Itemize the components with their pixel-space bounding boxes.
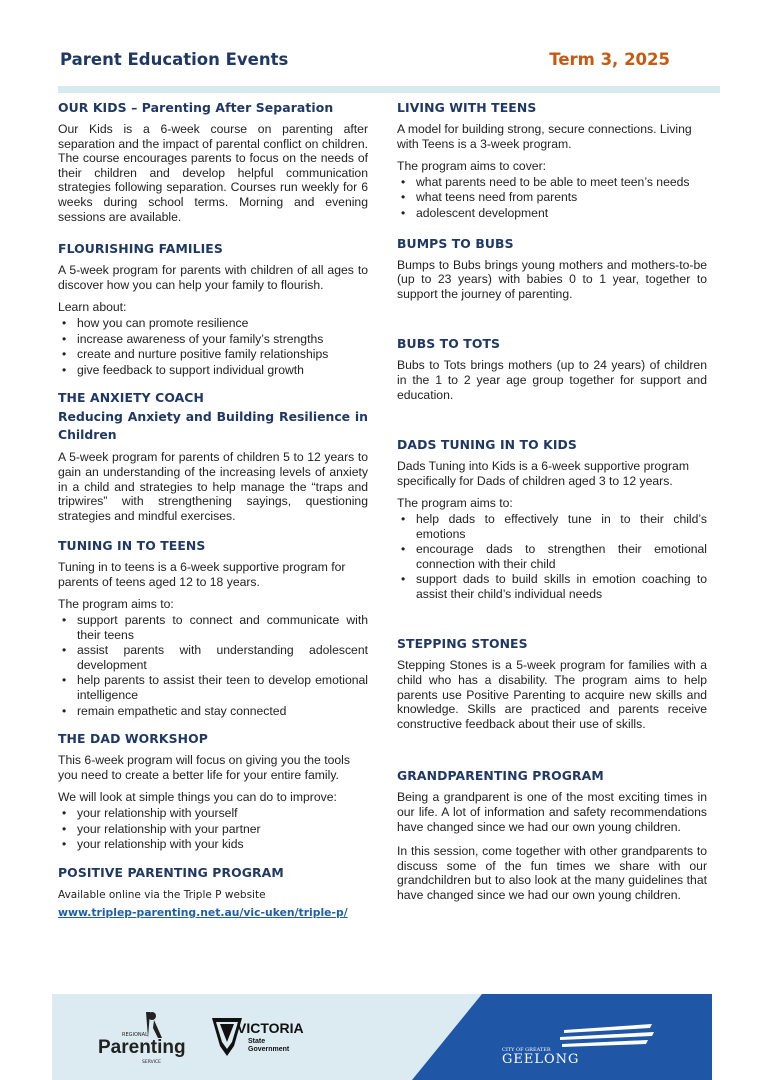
list-item: • your relationship with your kids [58, 837, 368, 852]
list-item: • your relationship with yourself [58, 806, 368, 821]
bullet-list [58, 316, 368, 377]
section-heading: THE ANXIETY COACH [58, 390, 204, 406]
vic-sub-2: Government [248, 1046, 290, 1053]
geelong-word: GEELONG [502, 1052, 580, 1067]
list-item: • adolescent development [397, 206, 707, 221]
section-heading: FLOURISHING FAMILIES [58, 241, 223, 257]
section-intro: The program aims to: [58, 597, 174, 612]
list-item: • assist parents with understanding adolescent development [58, 643, 368, 672]
section-bubs-to-tots [397, 335, 707, 402]
section-heading: POSITIVE PARENTING PROGRAM [58, 864, 284, 880]
vic-word: VICTORIA [237, 1020, 304, 1036]
list-item: • remain empathetic and stay connected [58, 704, 368, 719]
rp-small-text: REGIONAL [122, 1032, 148, 1038]
section-heading: THE DAD WORKSHOP [58, 731, 208, 747]
list-item: • how you can promote resilience [58, 316, 368, 331]
section-tuning-in-to-teens [58, 537, 368, 718]
geelong-logo [502, 1020, 672, 1066]
section-heading: OUR KIDS – Parenting After Separation [58, 100, 334, 115]
section-body: Being a grandparent is one of the most exciting times in our life. A lot of information and safety recommendations have changed since we had our own young children. [397, 790, 707, 834]
section-heading: GRANDPARENTING PROGRAM [397, 768, 604, 784]
section-body: Dads Tuning into Kids is a 6-week supportive program specifically for Dads of children aged 3 to 12 years. [397, 459, 689, 488]
list-item: • help parents to assist their teen to develop emotional intelligence [58, 673, 368, 702]
bullet-list [58, 613, 368, 718]
term-label: Term 3, 2025 [549, 50, 670, 69]
list-item: • what parents need to be able to meet teen’s needs [397, 175, 707, 190]
section-heading: DADS TUNING IN TO KIDS [397, 437, 577, 453]
section-heading: LIVING WITH TEENS [397, 100, 537, 115]
bullet-list [58, 806, 368, 852]
header-divider [58, 86, 720, 93]
section-heading: BUMPS TO BUBS [397, 235, 514, 251]
list-item: • help dads to effectively tune in to their child’s emotions [397, 512, 707, 541]
section-subheading: Reducing Anxiety and Building Resilience in Children [58, 409, 368, 443]
list-item: • support dads to build skills in emotion coaching to assist their child’s individual needs [397, 572, 707, 601]
rp-sub-text: SERVICE [142, 1060, 161, 1065]
section-body: This 6-week program will focus on giving you the tools you need to create a better life for your entire family. [58, 753, 350, 782]
section-body: A 5-week program for parents with children of all ages to discover how you can help your family to flourish. [58, 263, 368, 292]
victoria-government-logo [212, 1016, 307, 1056]
footer-band [52, 994, 712, 1080]
section-flourishing-families [58, 240, 368, 377]
list-item: • create and nurture positive family relationships [58, 347, 368, 362]
regional-parenting-logo [96, 1008, 186, 1068]
list-item: • support parents to connect and communicate with their teens [58, 613, 368, 642]
section-body: Stepping Stones is a 5-week program for families with a child who has a disability. The program aims to help parents use Positive Parenting to acquire new skills and knowledge. Skills are practiced and parents receive constructive feedback about their use of skills. [397, 658, 707, 731]
section-body: A 5-week program for parents of children 5 to 12 years to gain an understanding of the increasing levels of anxiety in a child and strategies to help manage the “traps and tripwires” with strengthening sayings, questioning strategies and mindful exercises. [58, 450, 368, 523]
section-intro: Learn about: [58, 300, 127, 315]
section-bumps-to-bubs [397, 235, 707, 302]
section-body: Bumps to Bubs brings young mothers and mothers-to-be (up to 23 years) with babies 0 to 1 year, together to support the journey of parenting. [397, 257, 707, 301]
section-body: Bubs to Tots brings mothers (up to 24 years) of children in the 1 to 2 year age group together for support and education. [397, 358, 707, 402]
section-our-kids [58, 99, 368, 224]
section-heading: STEPPING STONES [397, 636, 528, 652]
section-intro: The program aims to cover: [397, 159, 547, 174]
section-body-2: In this session, come together with other grandparents to discuss some of the fun times we share with our grandchildren but to also look at the many guidelines that have changed since we had our own young children. [397, 844, 707, 902]
section-body: A model for building strong, secure connections. Living with Teens is a 3-week program. [397, 122, 692, 151]
list-item: • what teens need from parents [397, 190, 707, 205]
section-stepping-stones [397, 635, 707, 731]
list-item: • give feedback to support individual growth [58, 363, 368, 378]
section-body: Tuning in to teens is a 6-week supportive program for parents of teens aged 12 to 18 years. [58, 560, 346, 589]
bullet-list [397, 175, 707, 221]
section-body: Our Kids is a 6-week course on parenting after separation and the impact of parental conflict on children. The course encourages parents to focus on the needs of their children and develop helpful communication strategies following separation. Courses run weekly for 6 weeks during school terms. Morning and evening sessions are available. [58, 122, 368, 224]
list-item: • increase awareness of your family’s strengths [58, 332, 368, 347]
section-dads-tuning-in [397, 436, 707, 601]
list-item: • your relationship with your partner [58, 822, 368, 837]
section-dad-workshop [58, 730, 368, 852]
triple-p-link[interactable]: www.triplep-parenting.net.au/vic-uken/triple-p/ [58, 905, 348, 919]
list-item: • encourage dads to strengthen their emotional connection with their child [397, 542, 707, 571]
section-heading: BUBS TO TOTS [397, 336, 501, 352]
vic-sub-1: State [248, 1038, 266, 1045]
left-column [58, 99, 368, 936]
bullet-list [397, 512, 707, 602]
page-title: Parent Education Events [60, 50, 289, 69]
section-heading: TUNING IN TO TEENS [58, 538, 206, 554]
section-intro: We will look at simple things you can do to improve: [58, 790, 337, 805]
section-body: Available online via the Triple P website [58, 888, 266, 901]
section-living-with-teens [397, 99, 707, 221]
section-intro: The program aims to: [397, 496, 513, 511]
rp-word: Parenting [98, 1037, 186, 1058]
section-positive-parenting [58, 864, 368, 922]
right-column [397, 99, 707, 917]
section-anxiety-coach [58, 389, 368, 523]
geelong-small-text: CITY OF GREATER [502, 1047, 551, 1053]
section-grandparenting [397, 767, 707, 902]
